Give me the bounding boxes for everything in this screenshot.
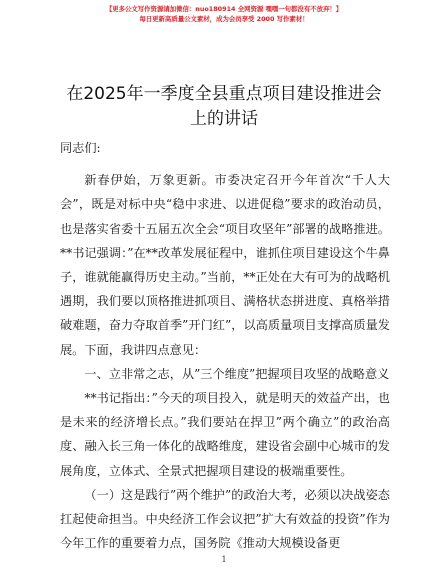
paragraph: **书记指出：”今天的项目投入，就是明天的效益产出，也是未来的经济增长点。”我们要站在捍卫”两个确立”的政治高度、融入长三角一体化的战略维度，建设省会副中心城市的发展角度，立体式、全景式把握项目建设的极端重要性。 bbox=[60, 391, 390, 478]
paragraph: 新春伊始，万象更新。市委决定召开今年首次“千人大会”，既是对标中央“稳中求进、以进促稳”要求的政治动员，也是落实省委十五届五次全会“项目攻坚年”部署的战略推进。**书记强调：”在**改革发展征程中，谁抓住项目建设这个牛鼻子，谁就能赢得历史主动。”当前，**正处在大有可为的战略机遇期，我们要以顶格推进抓项目、满格状态拼进度、真格举措破难题，奋力夺取首季”开门红”，以高质量项目支撑高质量发展。下面，我讲四点意见： bbox=[60, 173, 390, 357]
document-body bbox=[60, 136, 390, 555]
salutation: 同志们: bbox=[60, 141, 101, 155]
banner-line-1: 【更多公文写作资源请加微信：nuo180914 全网资源 嘿嘿一句都没有不放弃！】 bbox=[105, 5, 343, 13]
banner-line-2: 每日更新高质量公文素材，成为会员享受 2000 写作素材！ bbox=[139, 15, 309, 23]
page-number: 1 bbox=[221, 555, 227, 564]
paragraph: （一）这是践行”两个维护”的政治大考，必须以决战姿态扛起使命担当。中央经济工作会议把”扩大有效益的投资”作为今年工作的重要着力点，国务院《推动大规模设备更 bbox=[60, 487, 390, 551]
page-title: 在2025年一季度全县重点项目建设推进会上的讲话 bbox=[66, 84, 382, 129]
section-heading: 一、立非常之志，从”三个维度”把握项目攻坚的战略意义 bbox=[84, 366, 390, 381]
header-banner bbox=[0, 4, 448, 24]
